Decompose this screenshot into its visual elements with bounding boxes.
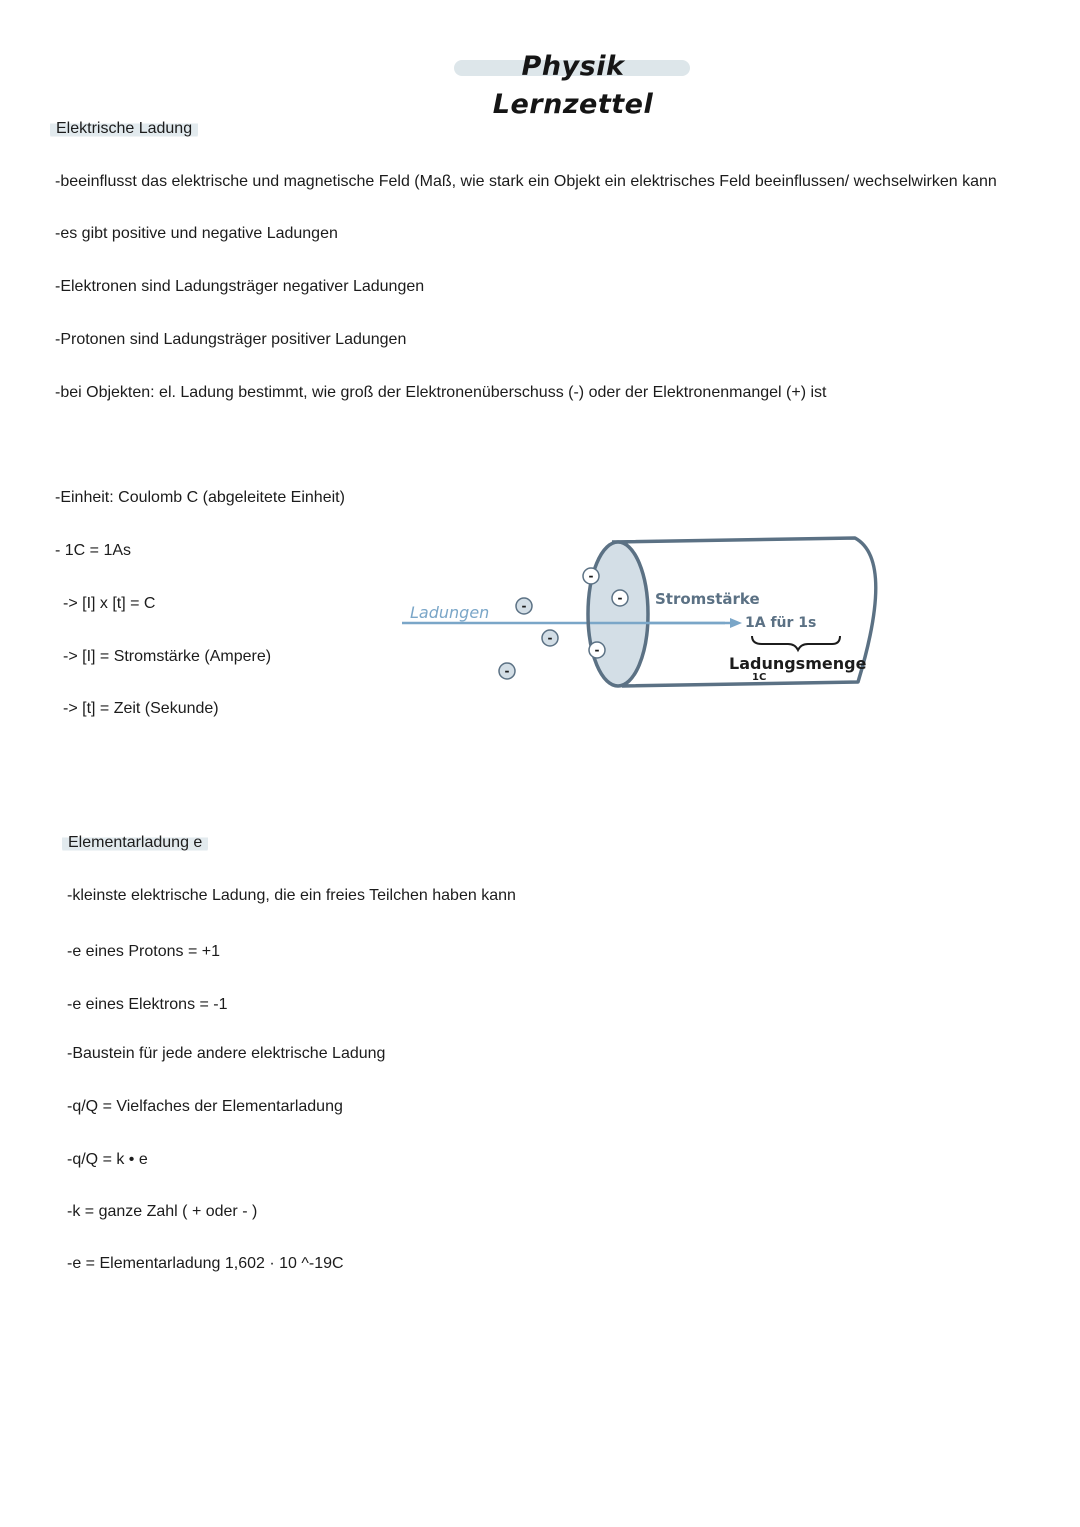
charge-dot <box>583 568 599 584</box>
text-line: -bei Objekten: el. Ladung bestimmt, wie groß der Elektronenüberschuss (-) oder der Elektronenmangel (+) ist <box>55 384 827 401</box>
brace <box>752 636 840 650</box>
charge-symbol: - <box>617 591 623 605</box>
unit-line: -> [t] = Zeit (Sekunde) <box>63 700 219 717</box>
text-line: -e eines Protons = +1 <box>67 943 220 960</box>
text-line: -es gibt positive und negative Ladungen <box>55 225 338 242</box>
amount-label: Ladungsmenge <box>729 654 867 673</box>
title-text: Physik Lernzettel <box>492 51 654 120</box>
charge-dot <box>589 642 605 658</box>
charge-symbol: - <box>594 643 600 657</box>
text-line: -Elektronen sind Ladungsträger negativer Ladungen <box>55 278 425 295</box>
text-line: -q/Q = Vielfaches der Elementarladung <box>67 1098 343 1115</box>
text-line: -e eines Elektrons = -1 <box>67 996 228 1013</box>
charge-dot <box>542 630 558 646</box>
text-line: -Baustein für jede andere elektrische Ladung <box>67 1045 386 1062</box>
rate-label: 1A für 1s <box>745 615 817 631</box>
text-line: -q/Q = k • e <box>67 1151 148 1168</box>
amount-value: 1C <box>752 672 767 683</box>
unit-line: -> [I] = Stromstärke (Ampere) <box>63 648 272 665</box>
charge-dot <box>499 663 515 679</box>
arrowhead <box>730 618 742 628</box>
conductor-diagram <box>400 530 900 700</box>
heading-elementarladung: Elementarladung e <box>62 832 208 854</box>
text-line: -k = ganze Zahl ( + oder - ) <box>67 1203 258 1220</box>
charge-dot <box>612 590 628 606</box>
text-line: -kleinste elektrische Ladung, die ein freies Teilchen haben kann <box>67 887 516 904</box>
text-line: -e = Elementarladung 1,602 · 10 ^-19C <box>67 1255 344 1272</box>
current-label: Stromstärke <box>655 590 760 608</box>
unit-line: - 1C = 1As <box>55 542 132 559</box>
charge-symbol: - <box>521 599 527 613</box>
heading-elektrische-ladung: Elektrische Ladung <box>50 118 198 140</box>
unit-line: -Einheit: Coulomb C (abgeleitete Einheit) <box>55 489 345 506</box>
charge-symbol: - <box>588 569 594 583</box>
charge-dot <box>516 598 532 614</box>
charge-symbol: - <box>504 664 510 678</box>
page-title <box>448 48 698 120</box>
text-line: -Protonen sind Ladungsträger positiver Ladungen <box>55 331 407 348</box>
text-line: -beeinflusst das elektrische und magnetische Feld (Maß, wie stark ein Objekt ein elektrisches Feld beeinflussen/ wechselwirken kann <box>55 173 997 190</box>
charge-symbol: - <box>547 631 553 645</box>
cross-section-ellipse <box>588 542 648 686</box>
charges-label: Ladungen <box>410 603 490 622</box>
unit-line: -> [I] x [t] = C <box>63 595 156 612</box>
